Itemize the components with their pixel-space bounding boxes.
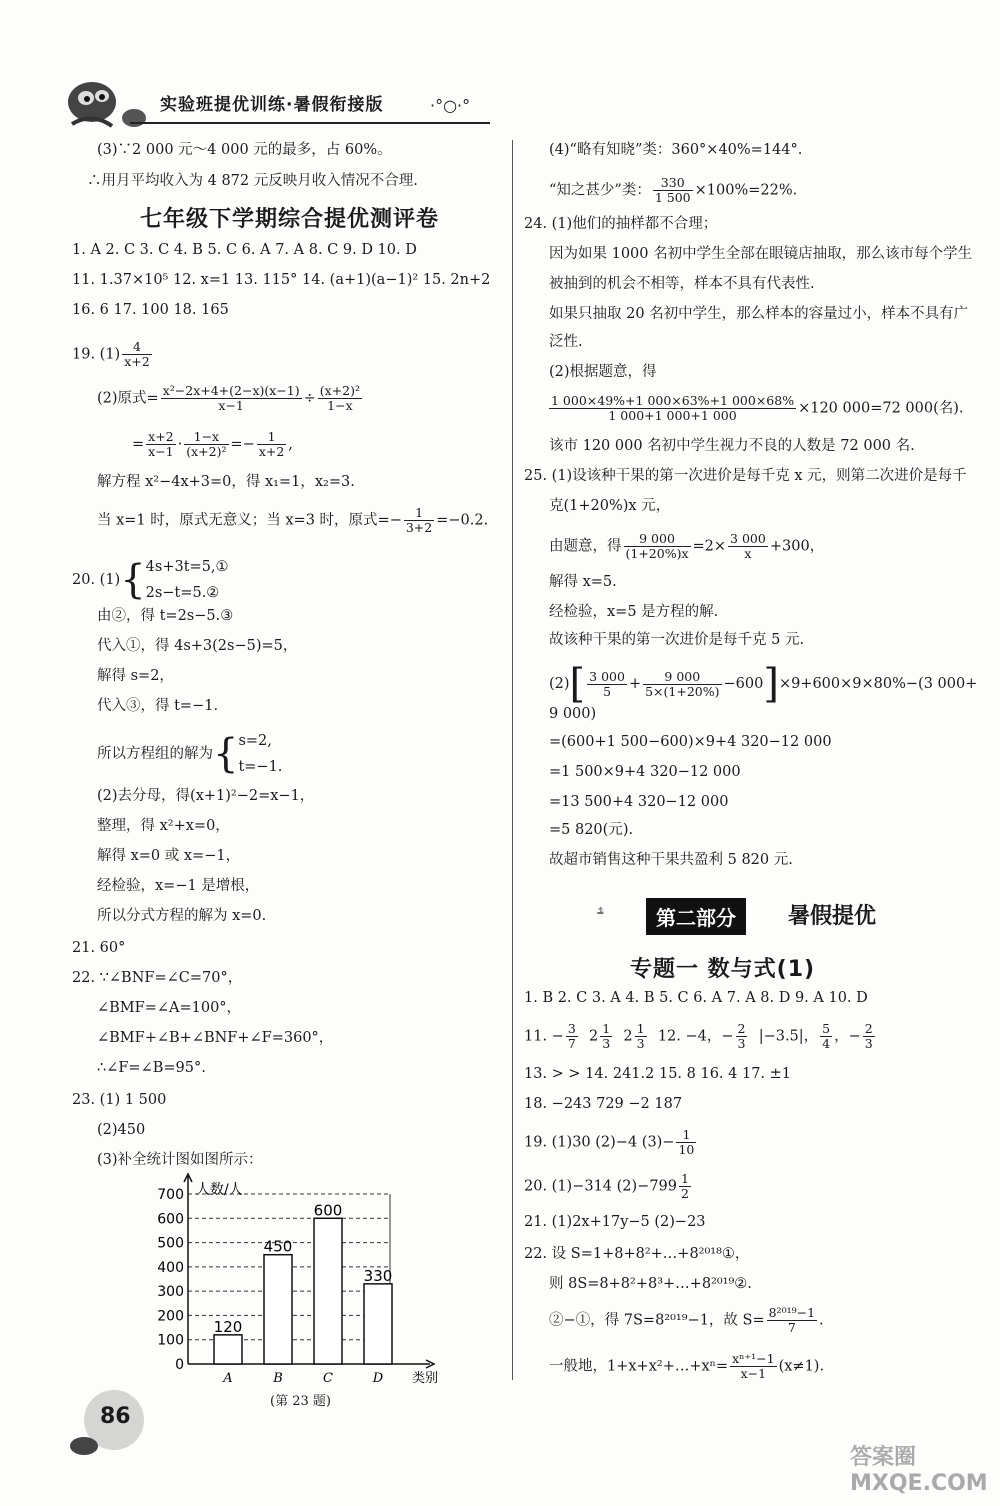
data-label: 120 <box>213 1317 243 1336</box>
fraction: $\frac{1-x}{\text{(x+2)²}}$ <box>186 429 227 459</box>
text-line: 故该种干果的第一次进价是每千克 5 元. <box>549 632 805 648</box>
y-tick-label: 500 <box>157 1235 184 1252</box>
text-line: 解得 x=5. <box>549 574 617 590</box>
column-divider <box>512 140 513 1380</box>
text-line: ∴用月平均收入为 4 872 元反映月收入情况不合理. <box>87 173 418 189</box>
text-line: 23. (1) 1 500 <box>72 1092 167 1108</box>
y-tick-label: 300 <box>157 1284 184 1301</box>
answer-line: 13. > > 14. 241.2 15. 8 16. 4 17. ±1 <box>524 1066 792 1082</box>
answer-line: 16. 6 17. 100 18. 165 <box>72 302 229 318</box>
x-tick-label: C <box>323 1371 333 1386</box>
t-line06: 20. (1)−314 (2)−799 $\frac{1}{2}$ <box>524 1171 689 1201</box>
text-line: =13 500+4 320−12 000 <box>549 794 729 810</box>
q19-line5: 当 x=1 时，原式无意义；当 x=3 时，原式=− $\frac{1}{3+2}$ =−0.2. <box>97 505 489 535</box>
text-line: 代入①，得 4s+3(2s−5)=5， <box>97 638 298 654</box>
text-line: 被抽到的机会不相等，样本不具有代表性. <box>549 276 815 292</box>
bar <box>214 1335 242 1364</box>
bar <box>264 1255 292 1364</box>
answer-line: 21. (1)2x+17y−5 (2)−23 <box>524 1214 706 1230</box>
answer-line: 11. 1.37×10⁵ 12. x=1 13. 115° 14. (a+1)(a−1)² 15. 2n+2 <box>72 272 491 288</box>
chart-caption: (第 23 题) <box>270 1394 331 1409</box>
text-line: 克(1+20%)x 元， <box>549 498 671 514</box>
text-line: 经检验，x=5 是方程的解. <box>549 604 719 620</box>
r-line09: $\frac{1 000\times 49\%+1 000\times 63\%+1 000\times 68\%}{1 000+1 000+1 000}$ ×120 000=72 000(名). <box>551 393 964 423</box>
text-line: 22. ∵∠BNF=∠C=70°， <box>72 970 243 986</box>
q19-line3: = $\frac{x+2}{x-1}$ · $\frac{1-x}{\text{(x+2)²}}$ =− $\frac{1}{x+2}$ , <box>132 429 293 459</box>
text-line: 9 000) <box>549 706 597 722</box>
text-line: (3)∵2 000 元～4 000 元的最多，占 60%。 <box>97 142 392 158</box>
text-line: 25. (1)设该种干果的第一次进价是每千克 x 元，则第二次进价是每千 <box>524 468 967 484</box>
bar-chart <box>150 1172 450 1387</box>
text-line: 该市 120 000 名初中学生视力不良的人数是 72 000 名. <box>549 438 915 454</box>
text-line: 解得 s=2， <box>97 668 174 684</box>
text-line: =(600+1 500−600)×9+4 320−12 000 <box>549 734 832 750</box>
answer-line: 18. −243 729 −2 187 <box>524 1096 683 1112</box>
answer-line: 1. B 2. C 3. A 4. B 5. C 6. A 7. A 8. D 9. A 10. D <box>524 990 868 1006</box>
part-title: 暑假提优 <box>788 904 877 929</box>
text-line: (4)“略有知晓”类：360°×40%=144°. <box>549 142 803 158</box>
header-decoration: ·°○·° <box>430 96 471 115</box>
text-line: =1 500×9+4 320−12 000 <box>549 764 741 780</box>
text-line: =5 820(元). <box>549 822 634 838</box>
text-line: 所以分式方程的解为 x=0. <box>97 908 267 924</box>
text-line: 整理，得 x²+x=0， <box>97 818 230 834</box>
fraction: $\frac{3 000}{x}$ <box>730 531 766 561</box>
text-line: ∴∠F=∠B=95°. <box>97 1060 206 1076</box>
fraction: $\frac{330}{1 500}$ <box>654 175 691 205</box>
t-line02: 11. − $\frac{3}{7}$ 2 $\frac{1}{3}$ 2 $\frac{1}{3}$ 12. −4，− $\frac{2}{3}$ |−3.5|， $\frac{5}{4}$ ，− $\frac{2}{3}$ <box>524 1021 873 1051</box>
answer-line: 22. 设 S=1+8+8²+…+8²⁰¹⁸①， <box>524 1246 750 1262</box>
y-axis-label: 人数/人 <box>196 1182 243 1198</box>
text-line: 代入③，得 t=−1. <box>97 698 219 714</box>
text-line: 因为如果 1000 名初中学生全部在眼镜店抽取，那么该市每个学生 <box>549 246 973 262</box>
bar <box>314 1218 342 1364</box>
data-label: 330 <box>363 1266 393 1285</box>
bar <box>364 1284 392 1364</box>
t-line11: 一般地，1+x+x²+…+xⁿ= $\frac{\text{xⁿ⁺¹−1}}{x-1}$ (x≠1). <box>549 1351 825 1381</box>
header-rule <box>130 122 490 124</box>
text-line: (2)根据题意，得 <box>549 364 657 380</box>
topic-title: 专题一 数与式(1) <box>630 957 816 982</box>
text-line: (2)去分母，得(x+1)²−2=x−1， <box>97 788 315 804</box>
y-tick-label: 200 <box>157 1308 184 1325</box>
data-label: 450 <box>263 1237 293 1256</box>
r-line13: 由题意，得 $\frac{9 000}{(1+20\%)x}$ =2× $\frac{3 000}{x}$ +300， <box>549 531 825 561</box>
text-line: (2)450 <box>97 1122 146 1138</box>
fraction: $\frac{1}{x+2}$ <box>258 429 285 459</box>
q19-line1: 19. (1) $\frac{4}{x+2}$ <box>72 339 150 369</box>
text-line: 21. 60° <box>72 940 126 956</box>
text-line: 24. (1)他们的抽样都不合理； <box>524 216 718 232</box>
answer-line: 则 8S=8+8²+8³+…+8²⁰¹⁹②. <box>549 1276 752 1292</box>
r-line17: (2)[ $\frac{3 000}{5}$ + $\frac{9 000}{5\times(1+20\%)}$ −600]×9+600×9×80%−(3 000+ <box>549 661 978 707</box>
fraction: $\frac{x+2}{x-1}$ <box>148 429 174 459</box>
answer-line: 1. A 2. C 3. C 4. B 5. C 6. A 7. A 8. C 9. D 10. D <box>72 242 417 258</box>
t-line05: 19. (1)30 (2)−4 (3)− $\frac{1}{10}$ <box>524 1127 695 1157</box>
text-line: 解得 x=0 或 x=−1， <box>97 848 241 864</box>
q19-line2: (2)原式= $\frac{\text{x²−2x+4+(2−x)(x−1)}}{x-1}$ ÷ $\frac{\text{(x+2)²}}{1-x}$ <box>97 383 361 413</box>
mascot-icon <box>62 72 152 134</box>
data-label: 600 <box>313 1201 343 1220</box>
section-title: 七年级下学期综合提优测评卷 <box>140 207 440 232</box>
q20-system: 20. (1){ 4s+3t=5,① 2s−t=5.② <box>72 557 229 603</box>
fraction: $\frac{3 000}{5}$ <box>589 668 625 699</box>
text-line: 如果只抽取 20 名初中学生，那么样本的容量过小，样本不具有广 <box>549 306 969 322</box>
part-label: 第二部分 <box>646 898 746 935</box>
fraction: $\frac{1}{3+2}$ <box>405 505 433 535</box>
fraction: $\frac{4}{x+2}$ <box>124 339 150 369</box>
watermark: 答案圈 MXQE.COM <box>850 1445 988 1496</box>
text-line: 解方程 x²−4x+3=0，得 x₁=1，x₂=3. <box>97 474 355 490</box>
text-line: (3)补全统计图如图所示： <box>97 1152 263 1168</box>
text-line: ∠BMF=∠A=100°， <box>97 1000 242 1016</box>
text-line: 由②，得 t=2s−5.③ <box>97 608 234 624</box>
x-axis-label: 类别 <box>412 1371 439 1386</box>
text-line: ∠BMF+∠B+∠BNF+∠F=360°， <box>97 1030 334 1046</box>
y-tick-label: 100 <box>157 1332 184 1349</box>
fraction: $\frac{9 000}{5\times(1+20\%)}$ <box>645 668 720 699</box>
page-number: 86 <box>100 1404 131 1429</box>
text-line: 经检验，x=−1 是增根， <box>97 878 260 894</box>
r-line02: “知之甚少”类： $\frac{330}{1 500}$ ×100%=22%. <box>549 175 798 205</box>
y-tick-label: 400 <box>157 1259 184 1276</box>
fraction: $\frac{9 000}{(1+20\%)x}$ <box>625 531 689 561</box>
t-line10: ②−①，得 7S=8²⁰¹⁹−1，故 S= $\frac{\text{8²⁰¹⁹−1}}{7}$ . <box>549 1305 824 1335</box>
x-tick-label: B <box>273 1371 283 1386</box>
x-tick-label: A <box>223 1371 233 1386</box>
ship-icon <box>596 886 646 934</box>
x-tick-label: D <box>372 1371 384 1386</box>
text-line: 泛性. <box>549 334 583 350</box>
y-tick-label: 700 <box>157 1187 184 1203</box>
y-tick-label: 0 <box>175 1357 184 1373</box>
fraction: $\frac{1 000\times 49\%+1 000\times 63\%+1 000\times 68\%}{1 000+1 000+1 000}$ <box>551 393 795 423</box>
fraction: $\frac{\text{(x+2)²}}{1-x}$ <box>319 383 361 413</box>
q20-result: 所以方程组的解为{ s=2, t=−1. <box>97 731 283 777</box>
text-line: 故超市销售这种干果共盈利 5 820 元. <box>549 852 793 868</box>
y-tick-label: 600 <box>157 1211 184 1228</box>
header-title: 实验班提优训练·暑假衔接版 <box>160 95 384 115</box>
fraction: $\frac{\text{x²−2x+4+(2−x)(x−1)}}{x-1}$ <box>162 383 300 413</box>
